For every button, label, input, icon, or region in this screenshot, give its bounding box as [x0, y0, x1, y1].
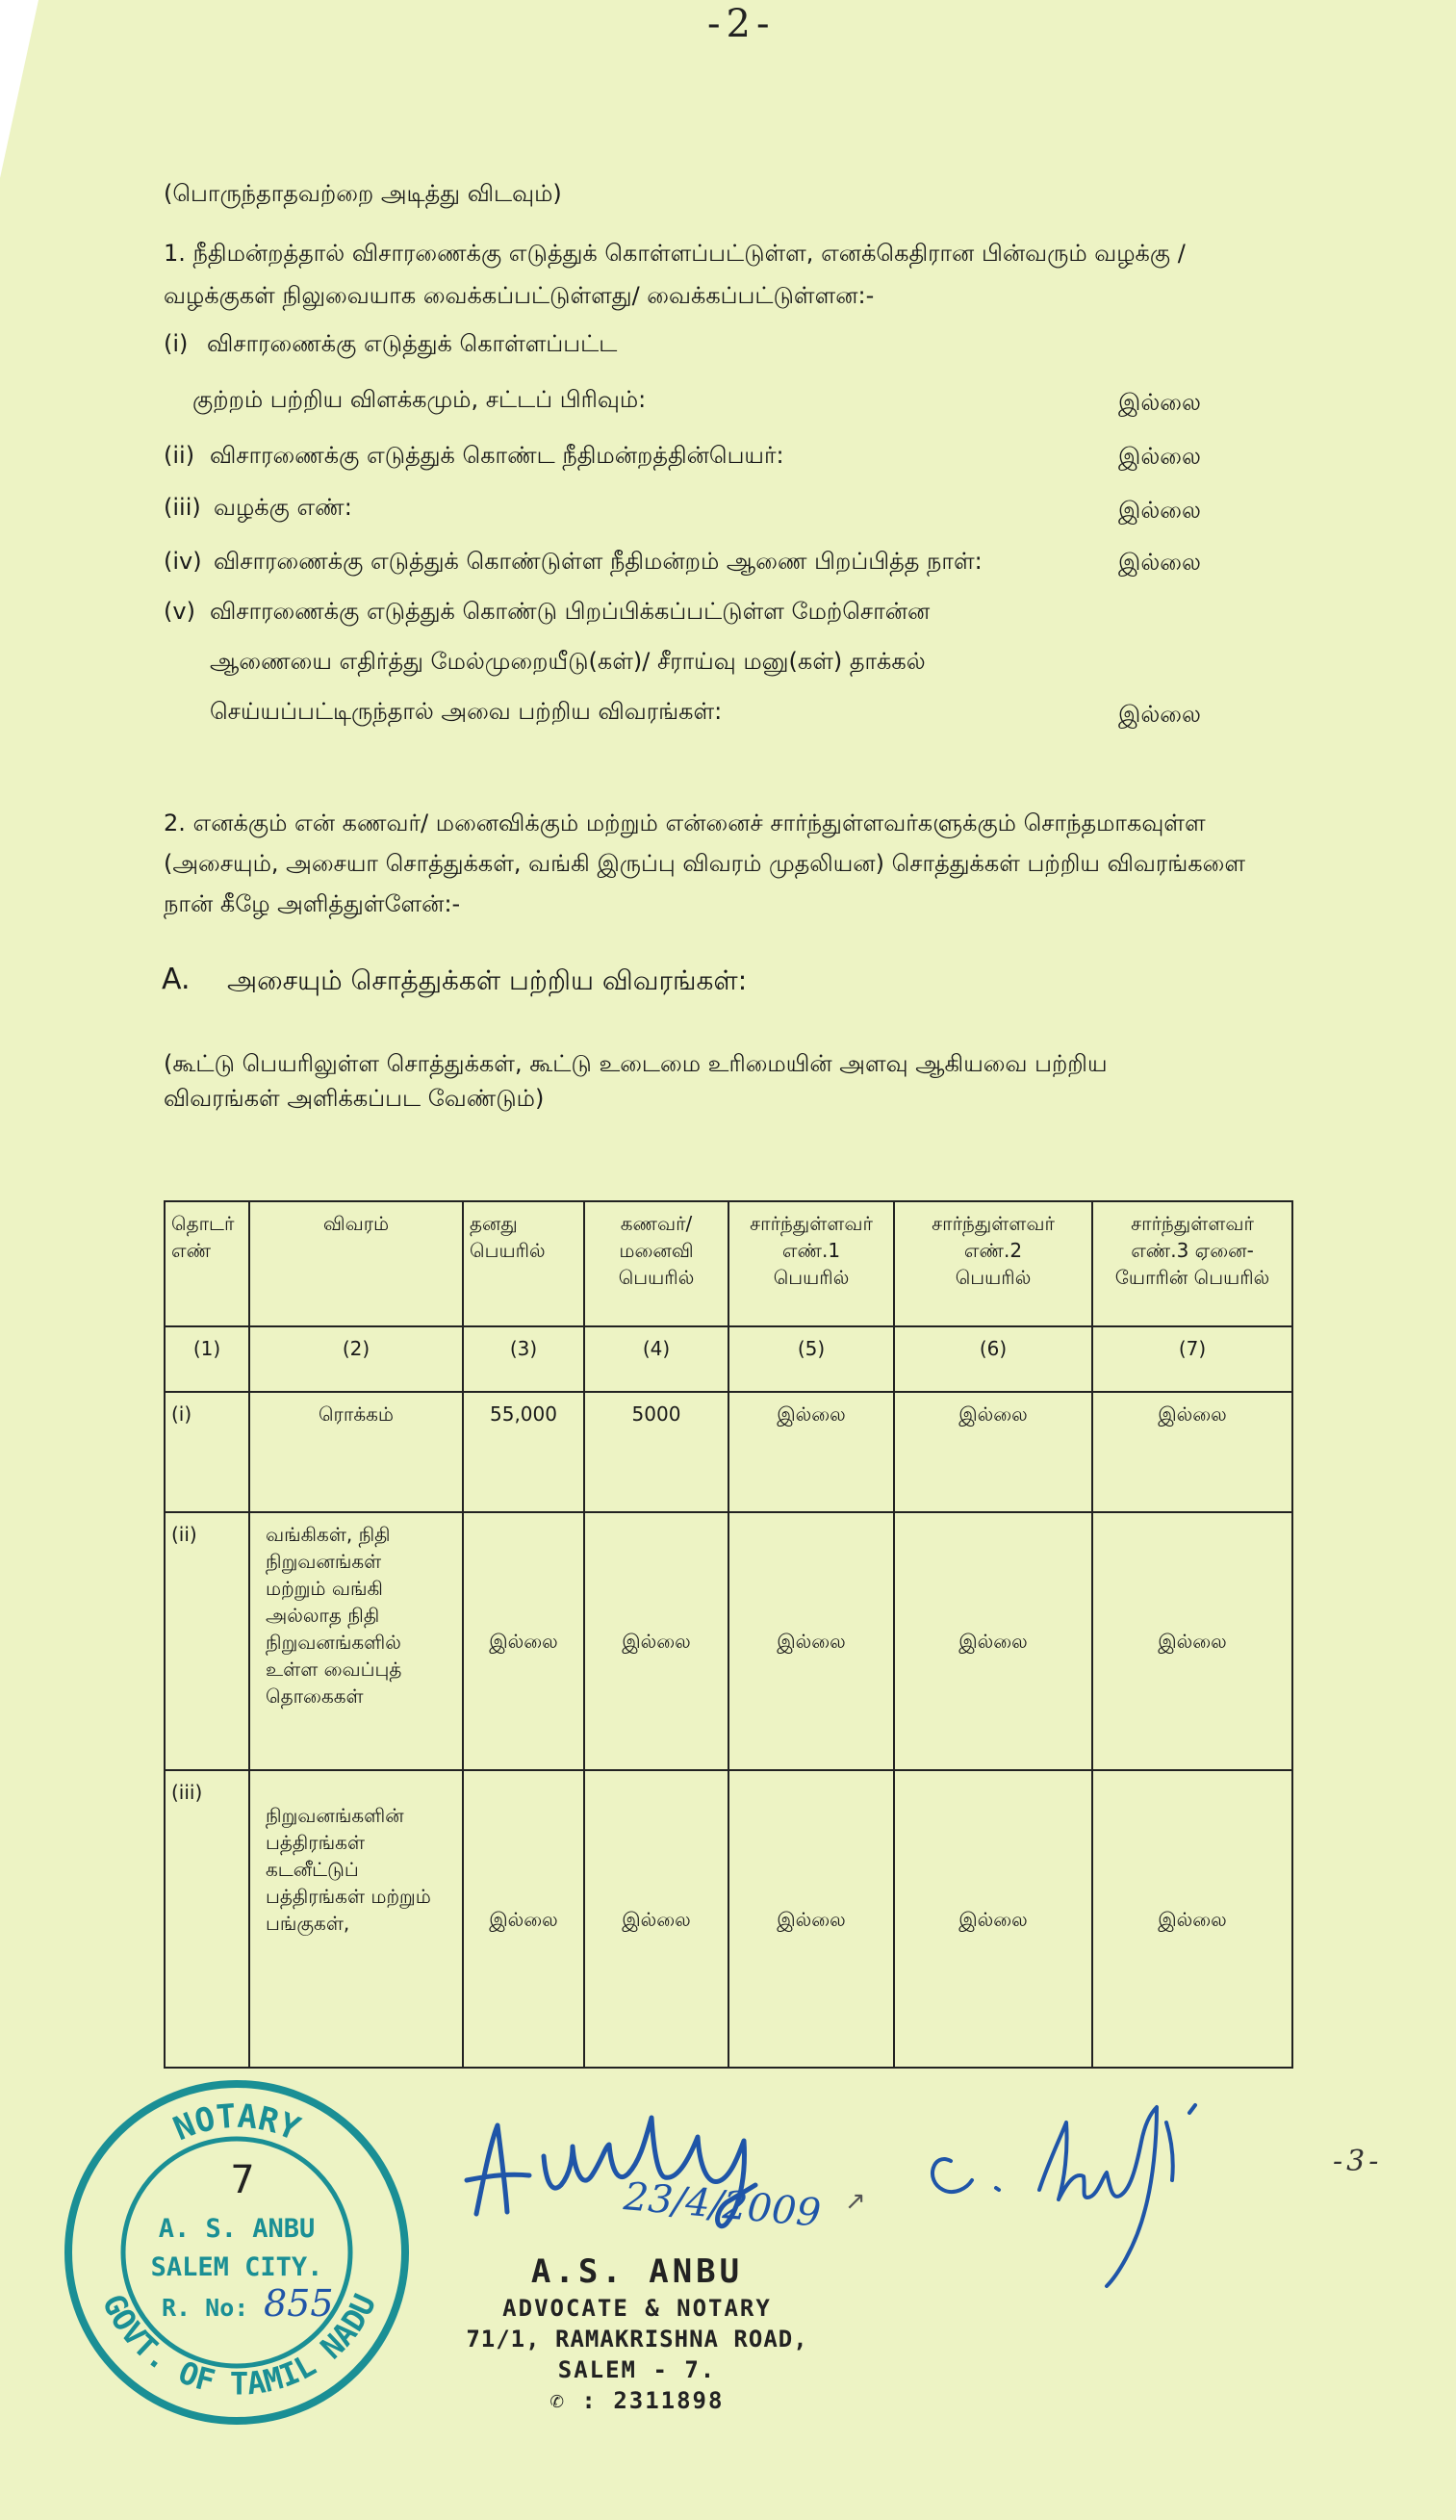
cell-self: 55,000: [463, 1392, 584, 1512]
cell-dependent-3: இல்லை: [1092, 1770, 1292, 2068]
row-number: (iii): [165, 1770, 249, 2068]
table-header-row: [165, 1201, 1292, 1326]
section2-line2: (அசையும், அசையா சொத்துக்கள், வங்கி இருப்பு விவரம் முதலியன) சொத்துக்கள் பற்றிய விவரங்களை: [164, 850, 1245, 877]
column-number: (5): [728, 1326, 894, 1392]
notary-name: A.S. ANBU: [530, 2252, 744, 2291]
column-number: (1): [165, 1326, 249, 1392]
item-answer: இல்லை: [1118, 389, 1201, 416]
section-a-note-line2: விவரங்கள் அளிக்கப்பட வேண்டும்): [164, 1085, 545, 1112]
header-text: சார்ந்துள்ளவர்: [932, 1212, 1055, 1235]
cell-self: இல்லை: [463, 1512, 584, 1770]
folded-corner: [0, 0, 38, 178]
cell-spouse: இல்லை: [584, 1512, 728, 1770]
cell-dependent-2: இல்லை: [894, 1392, 1092, 1512]
cell-dependent-1: இல்லை: [728, 1392, 894, 1512]
next-page-mark: -3-: [1333, 2145, 1383, 2178]
header-text: எண்.2: [963, 1239, 1023, 1262]
signature-date: 23/4/2009: [622, 2174, 823, 2236]
movable-assets-table: [164, 1200, 1293, 2069]
column-number: (2): [249, 1326, 463, 1392]
item-text: ஆணையை எதிர்த்து மேல்முறையீடு(கள்)/ சீராய்வு மனு(கள்) தாக்கல்: [210, 648, 926, 675]
table-row: [165, 1512, 1292, 1770]
notary-street: 71/1, RAMAKRISHNA ROAD,: [466, 2326, 808, 2353]
section2-line3: நான் கீழே அளித்துள்ளேன்:-: [164, 890, 461, 917]
table-row: [165, 1392, 1292, 1512]
item-text: விசாரணைக்கு எடுத்துக் கொண்ட நீதிமன்றத்தின்பெயர்:: [210, 442, 784, 469]
header-text: எண்.3 ஏனை-: [1131, 1239, 1254, 1262]
section-a-label: A.: [162, 963, 191, 996]
date-stroke: ↗: [845, 2187, 866, 2216]
description-line: நிறுவனங்களில்: [266, 1631, 401, 1654]
description-line: கடனீட்டுப்: [266, 1858, 359, 1881]
notary-phone: ✆ : 2311898: [549, 2387, 725, 2414]
item-answer: இல்லை: [1118, 701, 1201, 728]
cell-self: இல்லை: [463, 1770, 584, 2068]
stamp-reg-label: R. No:: [162, 2294, 249, 2322]
row-description: [249, 1512, 463, 1770]
header-text: சார்ந்துள்ளவர்: [1131, 1212, 1254, 1235]
cell-dependent-2: இல்லை: [894, 1512, 1092, 1770]
row-description: [249, 1770, 463, 2068]
item-number: (iii): [164, 494, 201, 521]
header-spouse: [584, 1201, 728, 1326]
description-line: நிறுவனங்களின்: [266, 1804, 404, 1827]
page-number: -2-: [707, 2, 776, 46]
section-a-title: அசையும் சொத்துக்கள் பற்றிய விவரங்கள்:: [227, 964, 748, 996]
item-text: குற்றம் பற்றிய விளக்கமும், சட்டப் பிரிவும்:: [192, 386, 647, 413]
header-text: யோரின் பெயரில்: [1114, 1266, 1270, 1289]
stamp-name: A. S. ANBU: [158, 2214, 316, 2244]
column-number-row: [165, 1326, 1292, 1392]
item-text: விசாரணைக்கு எடுத்துக் கொண்டு பிறப்பிக்கப்பட்டுள்ள மேற்சொன்ன: [210, 598, 931, 625]
header-dependent-2: [894, 1201, 1092, 1326]
stamp-number-mark: 7: [230, 2158, 255, 2202]
header-text: பெயரில்: [955, 1266, 1032, 1289]
cell-spouse: இல்லை: [584, 1770, 728, 2068]
cell-dependent-3: இல்லை: [1092, 1392, 1292, 1512]
description-line: ரொக்கம்: [318, 1402, 395, 1426]
notary-city: SALEM - 7.: [557, 2356, 717, 2383]
description-line: அல்லாத நிதி: [266, 1604, 380, 1627]
header-text: தொடர்: [171, 1212, 235, 1235]
item-answer: இல்லை: [1118, 549, 1201, 576]
header-self: [463, 1201, 584, 1326]
description-line: மற்றும் வங்கி: [266, 1577, 383, 1600]
item-text: விசாரணைக்கு எடுத்துக் கொள்ளப்பட்ட: [207, 330, 618, 357]
item-text: வழக்கு எண்:: [214, 494, 352, 521]
description-line: பத்திரங்கள் மற்றும்: [266, 1885, 431, 1908]
cell-dependent-3: இல்லை: [1092, 1512, 1292, 1770]
header-dependent-1: [728, 1201, 894, 1326]
item-answer: இல்லை: [1118, 497, 1201, 524]
header-serial: [165, 1201, 249, 1326]
stamp-reg-number: 855: [264, 2282, 334, 2325]
header-text: பெயரில்: [618, 1266, 695, 1289]
column-number: (7): [1092, 1326, 1292, 1392]
item-number: (i): [164, 330, 189, 357]
description-line: உள்ள வைப்புத்: [266, 1658, 402, 1681]
row-number: (i): [165, 1392, 249, 1512]
header-text: எண்: [171, 1239, 212, 1262]
column-number: (3): [463, 1326, 584, 1392]
header-text: சார்ந்துள்ளவர்: [750, 1212, 873, 1235]
item-number: (v): [164, 598, 195, 625]
header-text: தனது: [470, 1212, 518, 1235]
description-line: தொகைகள்: [266, 1684, 364, 1708]
item-answer: இல்லை: [1118, 443, 1201, 470]
row-number: (ii): [165, 1512, 249, 1770]
signature-candidate: [914, 2084, 1280, 2296]
stamp-bottom-text: GOVT. OF TAMIL NADU: [94, 2288, 384, 2403]
section1-line2: வழக்குகள் நிலுவையாக வைக்கப்பட்டுள்ளது/ வைக்கப்பட்டுள்ளன:-: [164, 282, 875, 309]
header-description: [249, 1201, 463, 1326]
header-text: எண்.1: [781, 1239, 841, 1262]
section2-line1: 2. எனக்கும் என் கணவர்/ மனைவிக்கும் மற்றும் என்னைச் சார்ந்துள்ளவர்களுக்கும் சொந்தமாகவுள்ள: [164, 810, 1206, 836]
cell-dependent-1: இல்லை: [728, 1512, 894, 1770]
notary-title: ADVOCATE & NOTARY: [502, 2295, 772, 2322]
description-line: பங்குகள்,: [266, 1912, 350, 1935]
item-text: செய்யப்பட்டிருந்தால் அவை பற்றிய விவரங்கள்:: [210, 698, 723, 725]
row-description: [249, 1392, 463, 1512]
notary-stamp: [54, 2070, 420, 2435]
column-number: (4): [584, 1326, 728, 1392]
header-text: பெயரில்: [470, 1239, 546, 1262]
item-number: (ii): [164, 442, 195, 469]
description-line: பத்திரங்கள்: [266, 1831, 365, 1854]
header-dependent-3: [1092, 1201, 1292, 1326]
notary-address-block: [435, 2252, 839, 2414]
section1-line1: 1. நீதிமன்றத்தால் விசாரணைக்கு எடுத்துக் கொள்ளப்பட்டுள்ள, எனக்கெதிரான பின்வரும் வழக்கு /: [164, 240, 1186, 267]
cell-dependent-1: இல்லை: [728, 1770, 894, 2068]
item-text: விசாரணைக்கு எடுத்துக் கொண்டுள்ள நீதிமன்றம் ஆணை பிறப்பித்த நாள்:: [214, 548, 983, 575]
item-number: (iv): [164, 548, 202, 575]
description-line: நிறுவனங்கள்: [266, 1550, 382, 1573]
intro-note: (பொருந்தாதவற்றை அடித்து விடவும்): [164, 180, 562, 207]
header-text: கணவர்/: [620, 1212, 693, 1235]
header-text: விவரம்: [322, 1212, 390, 1235]
header-text: பெயரில்: [773, 1266, 850, 1289]
table-row: [165, 1770, 1292, 2068]
column-number: (6): [894, 1326, 1092, 1392]
description-line: வங்கிகள், நிதி: [266, 1523, 391, 1546]
stamp-top-text: NOTARY: [167, 2096, 306, 2149]
header-text: மனைவி: [619, 1239, 694, 1262]
stamp-city: SALEM CITY.: [150, 2252, 323, 2282]
cell-dependent-2: இல்லை: [894, 1770, 1092, 2068]
section-a-note-line1: (கூட்டு பெயரிலுள்ள சொத்துக்கள், கூட்டு உடைமை உரிமையின் அளவு ஆகியவை பற்றிய: [164, 1050, 1108, 1077]
cell-spouse: 5000: [584, 1392, 728, 1512]
